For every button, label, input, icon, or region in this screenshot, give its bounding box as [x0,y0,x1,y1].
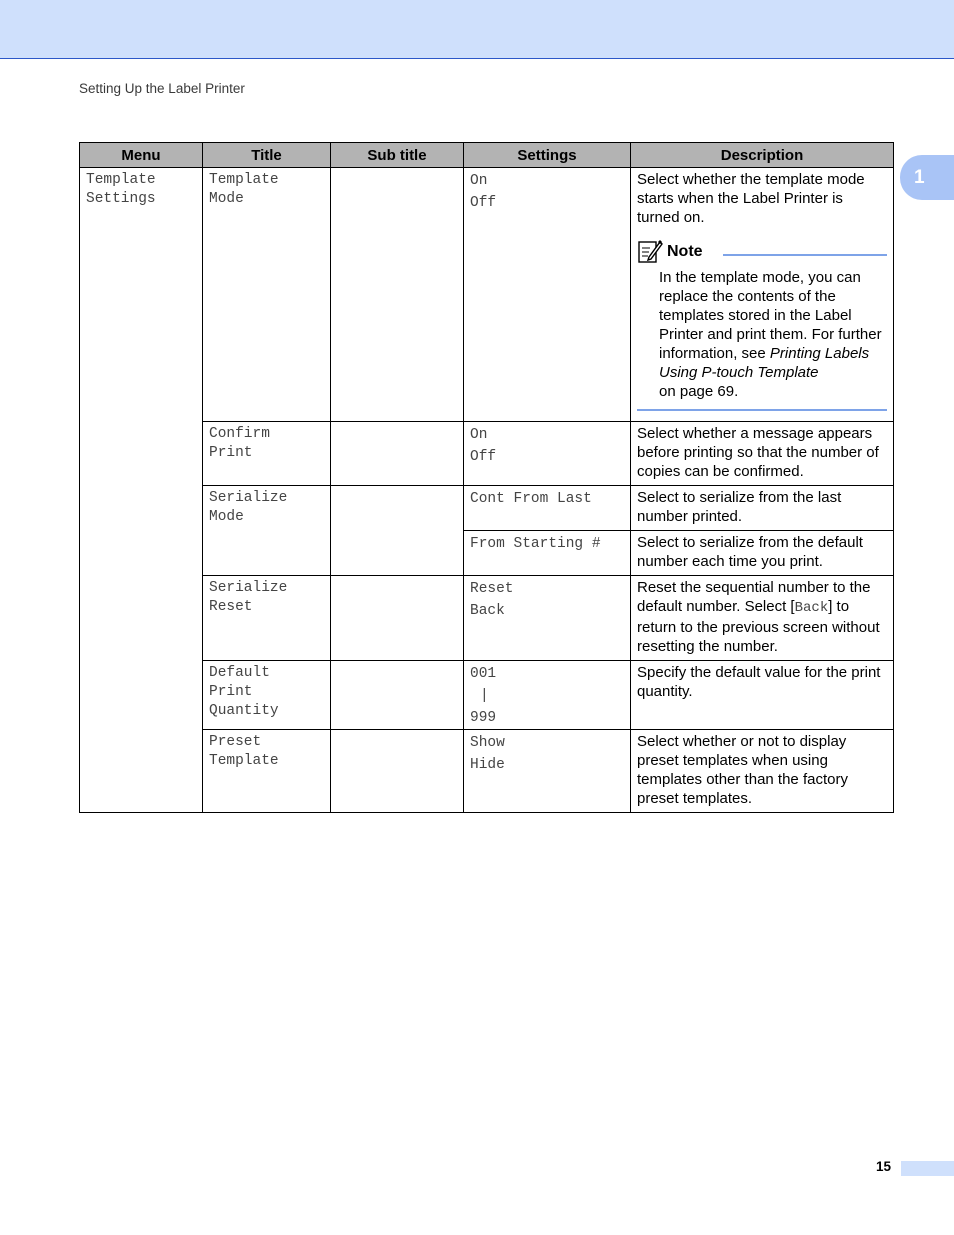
title-cell [203,730,331,813]
description-cell [631,576,894,661]
table-row [80,422,894,486]
title-cell [203,486,331,576]
table-row [80,486,894,531]
title-line: Print [209,684,253,700]
description-text: Select to serialize from the default number each time you print. [637,534,863,570]
menu-line: Template [86,172,156,188]
setting-option: 001 [470,666,497,682]
setting-option: From Starting # [470,536,601,552]
table-row [80,730,894,813]
setting-option: Reset [470,581,514,597]
title-line: Mode [209,509,244,525]
table-header-row [80,143,894,168]
settings-cell [464,576,631,661]
description-text: Select whether a message appears before printing so that the number of copies can be confirmed. [637,425,879,480]
note-box [637,237,887,411]
title-line: Mode [209,191,244,207]
title-line: Template [209,172,279,188]
note-label: Note [667,242,703,260]
menu-line: Settings [86,191,156,207]
back-key-text: Back [794,600,829,616]
settings-cell [464,661,631,730]
title-line: Serialize [209,490,288,506]
description-text: Select whether or not to display preset templates when using templates other than the factory preset templates. [637,733,848,807]
title-line: Default [209,665,270,681]
note-link-text[interactable]: Printing Labels Using P-touch Template [659,345,870,381]
column-header-title: Title [203,143,331,168]
note-divider-bottom [637,409,887,411]
column-header-settings: Settings [464,143,631,168]
title-cell [203,422,331,486]
menu-cell [80,168,203,813]
description-cell [631,730,894,813]
title-line: Quantity [209,703,279,719]
subtitle-cell [331,168,464,422]
subtitle-cell [331,661,464,730]
setting-option: On [470,427,488,443]
setting-option: Back [470,603,505,619]
setting-option: Off [470,449,497,465]
setting-range-marker: | [480,688,489,704]
column-header-description: Description [631,143,894,168]
title-cell [203,168,331,422]
column-header-subtitle: Sub title [331,143,464,168]
settings-cell [464,168,631,422]
settings-cell [464,486,631,531]
setting-option: Cont From Last [470,491,592,507]
title-line: Serialize [209,580,288,596]
settings-cell [464,422,631,486]
setting-option: Show [470,735,505,751]
setting-option: On [470,173,488,189]
title-line: Print [209,445,253,461]
page-number-bar [901,1161,954,1176]
settings-table [79,142,894,813]
column-header-menu: Menu [80,143,203,168]
subtitle-cell [331,730,464,813]
subtitle-cell [331,486,464,576]
settings-cell [464,730,631,813]
title-line: Reset [209,599,253,615]
subtitle-cell [331,576,464,661]
setting-option: Hide [470,757,505,773]
settings-cell [464,531,631,576]
title-line: Confirm [209,426,270,442]
table-row [80,168,894,422]
description-cell [631,422,894,486]
chapter-tab[interactable]: 1 [900,155,954,200]
running-title: Setting Up the Label Printer [79,81,245,96]
description-text: Specify the default value for the print quantity. [637,664,881,700]
setting-option: Off [470,195,497,211]
description-text: Select to serialize from the last number printed. [637,489,842,525]
description-cell [631,661,894,730]
table-row [80,576,894,661]
note-pencil-icon [637,238,663,264]
subtitle-cell [331,422,464,486]
title-line: Template [209,753,279,769]
title-line: Preset [209,734,262,750]
header-band [0,0,954,59]
note-text-body: In the template mode, you can replace the contents of the templates stored in the Label Printer and print them. For further information, see [659,269,882,362]
description-text: Select whether the template mode starts when the Label Printer is turned on. [637,171,865,226]
description-cell [631,486,894,531]
note-page-ref: on page 69. [659,383,739,400]
description-text: Reset the sequential number to the default number. Select [Back] to return to the previous screen without resetting the number. [637,579,880,655]
description-cell [631,531,894,576]
description-cell [631,168,894,422]
title-cell [203,661,331,730]
table-row [80,661,894,730]
note-text [637,265,887,409]
title-cell [203,576,331,661]
page-number: 15 [876,1159,892,1174]
note-divider [723,254,887,256]
setting-option: 999 [470,710,497,726]
